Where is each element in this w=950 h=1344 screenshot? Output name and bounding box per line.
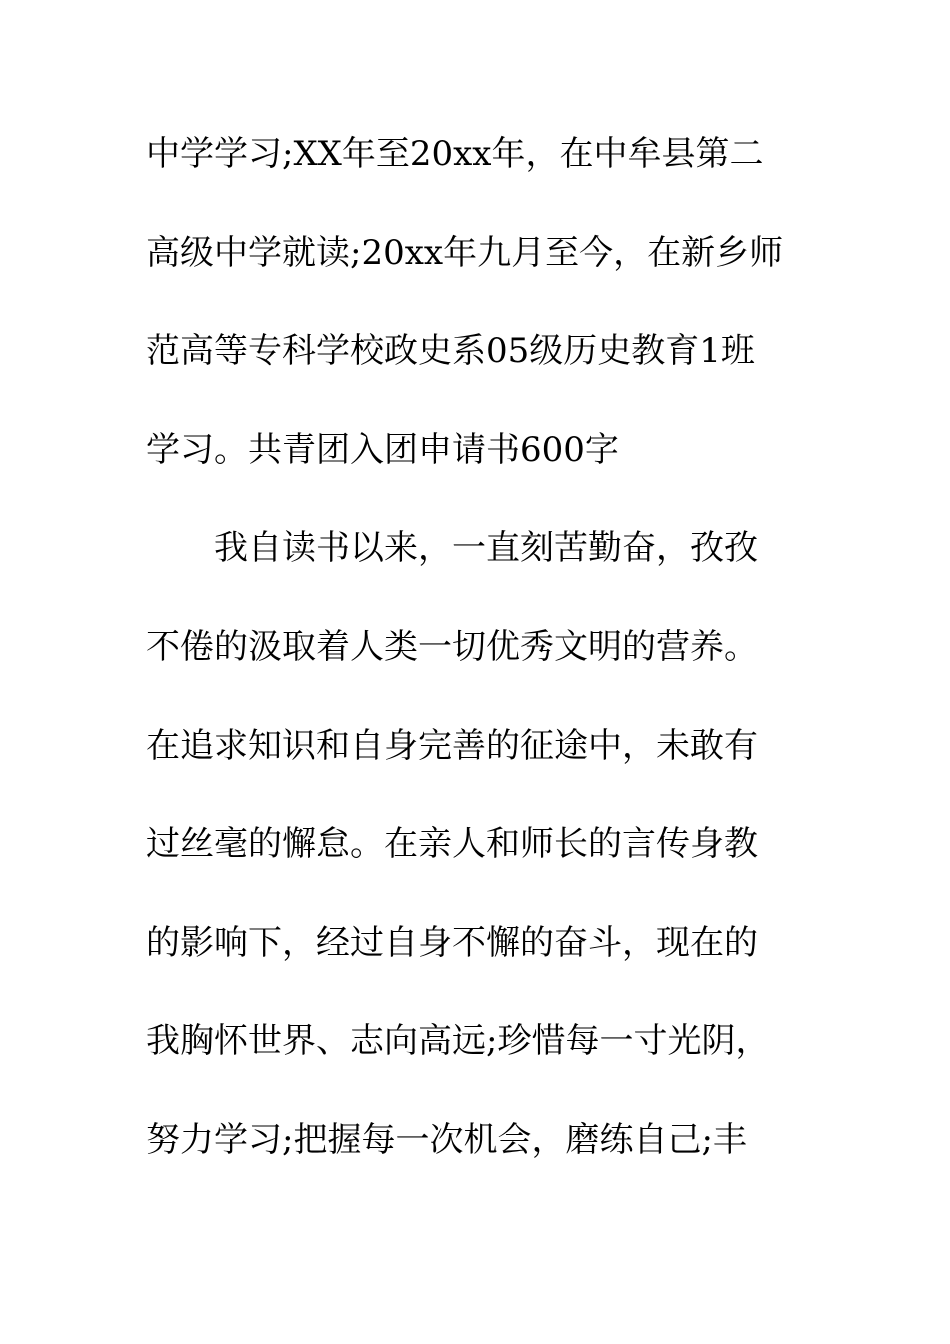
text-line: 不倦的汲取着人类一切优秀文明的营养。	[146, 626, 758, 667]
text-line: 中学学习;XX年至20xx年，在中牟县第二	[146, 134, 764, 174]
text-line: 范高等专科学校政史系05级历史教育1班	[146, 331, 755, 372]
text-line: 学习。共青团入团申请书600字	[146, 429, 619, 470]
text-line: 过丝毫的懈怠。在亲人和师长的言传身教	[146, 824, 758, 865]
text-line: 在追求知识和自身完善的征途中，未敢有	[146, 725, 758, 766]
text-line: 的影响下，经过自身不懈的奋斗，现在的	[146, 922, 758, 963]
document-body-text	[146, 124, 826, 1209]
paragraph-start-line: 我自读书以来，一直刻苦勤奋，孜孜	[146, 528, 758, 569]
text-line: 努力学习;把握每一次机会，磨练自己;丰	[146, 1119, 747, 1160]
text-line: 我胸怀世界、志向高远;珍惜每一寸光阴，	[146, 1021, 770, 1062]
text-line: 高级中学就读;20xx年九月至今，在新乡师	[146, 232, 784, 273]
